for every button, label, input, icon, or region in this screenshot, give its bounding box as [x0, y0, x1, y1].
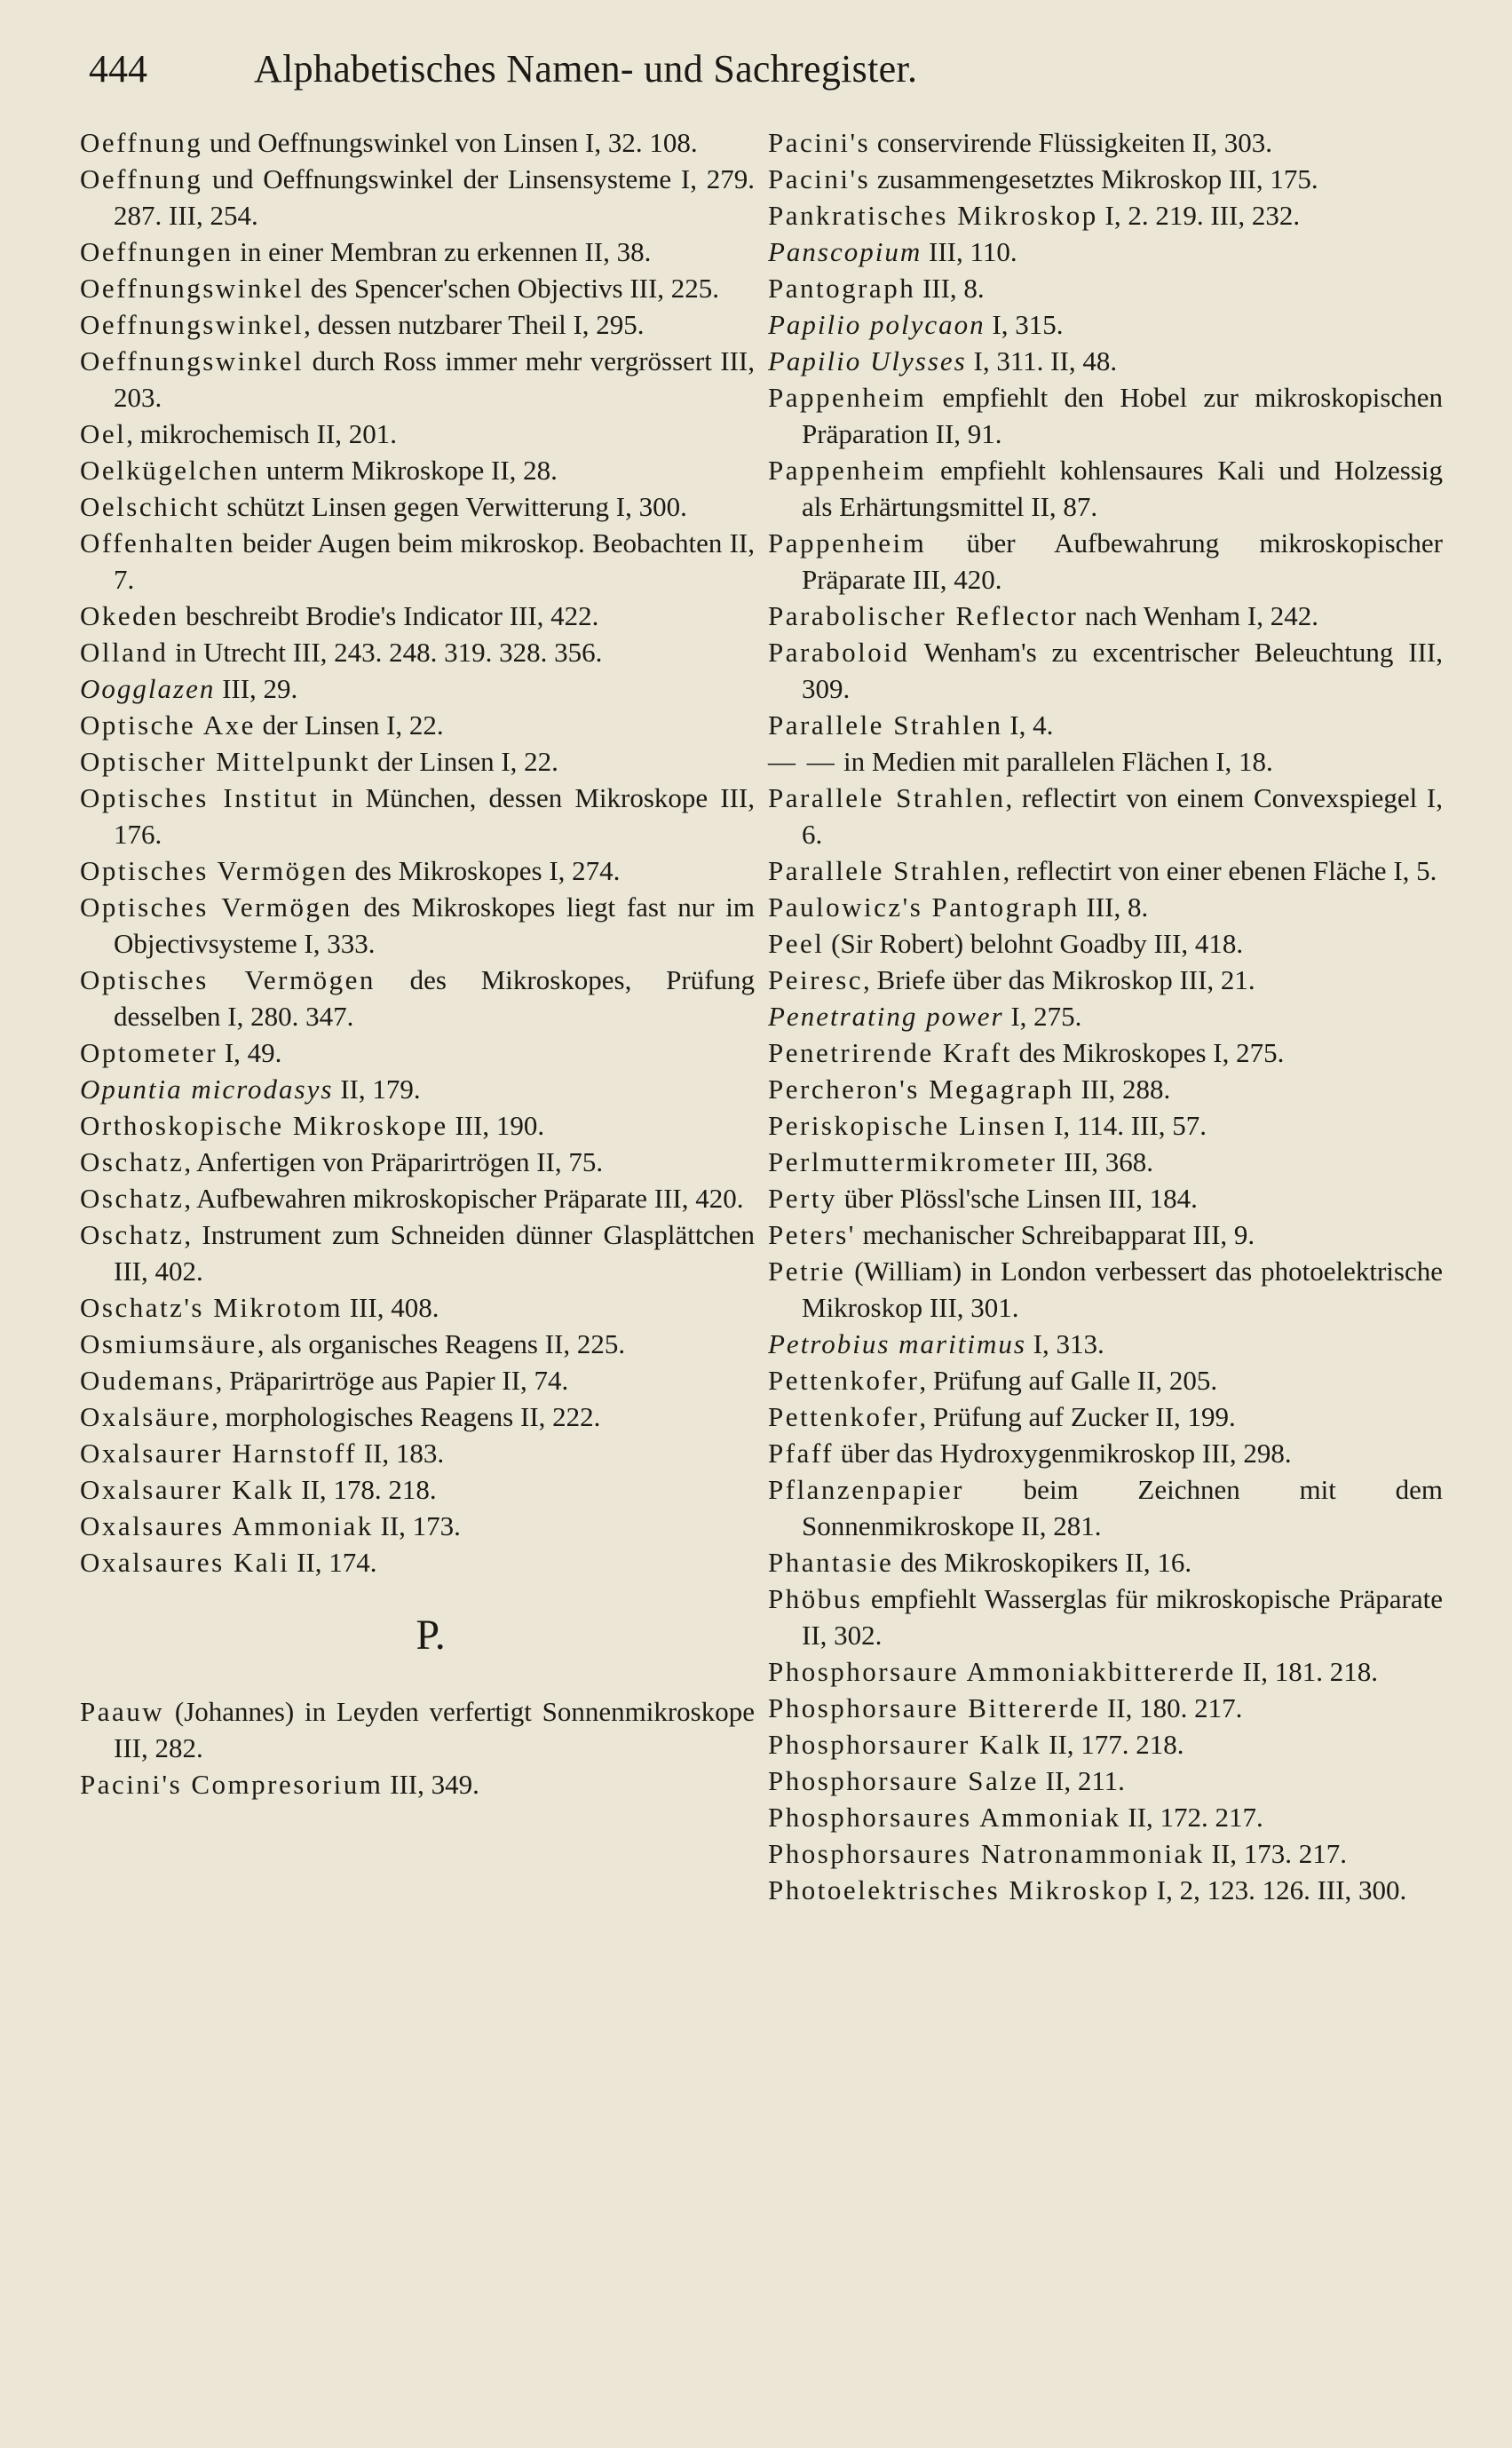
index-entry: [80, 1435, 755, 1471]
index-entry-references: II, 211.: [1038, 1765, 1125, 1796]
index-entry: [768, 743, 1443, 780]
index-entry-heading: Penetrirende Kraft: [768, 1037, 1012, 1068]
index-entry-heading: Parallele Strahlen: [768, 855, 1003, 886]
index-entry: [768, 270, 1443, 306]
index-entry-references: , Prüfung auf Zucker II, 199.: [919, 1401, 1236, 1432]
index-entry-references: und Oeffnungswinkel der Linsensysteme I, 279. 287. III, 254.: [114, 163, 755, 231]
index-entry-heading: Oelkügelchen: [80, 455, 260, 486]
index-entry-heading: Paauw: [80, 1696, 165, 1727]
index-entry-references: I, 313.: [1025, 1328, 1104, 1359]
index-entry: [768, 1471, 1443, 1544]
index-entry-references: III, 8.: [1079, 891, 1149, 923]
index-entry-references: I, 275.: [1003, 1001, 1082, 1032]
index-entry-heading: Phosphorsaures Ammoniak: [768, 1802, 1121, 1833]
index-entry-heading: Parabolischer Reflector: [768, 600, 1079, 631]
page-number: 444: [89, 47, 147, 91]
index-entry: [768, 1763, 1443, 1799]
index-entry-heading: Pfaff: [768, 1438, 834, 1469]
right-column: [768, 124, 1443, 1908]
index-entry-heading: Photoelektrisches Mikroskop: [768, 1874, 1150, 1905]
index-entry-heading: Oschatz's Mikrotom: [80, 1292, 343, 1323]
index-entry-references: des Mikroskopes, Prüfung desselben I, 280. 347.: [114, 964, 755, 1032]
index-entry-heading: Peters': [768, 1219, 856, 1250]
index-entry-references: in Medien mit parallelen Flächen I, 18.: [836, 746, 1273, 777]
index-entry-heading: Oxalsaurer Kalk: [80, 1474, 295, 1505]
index-entry-heading: Oschatz: [80, 1219, 185, 1250]
index-entry-references: , als organisches Reagens II, 225.: [257, 1328, 626, 1359]
index-entry-references: beschreibt Brodie's Indicator III, 422.: [178, 600, 599, 631]
index-entry-references: des Mikroskopes I, 274.: [347, 855, 621, 886]
index-entry-heading: Oudemans: [80, 1365, 216, 1396]
index-entry-references: I, 2. 219. III, 232.: [1097, 200, 1301, 231]
index-entry: [768, 1362, 1443, 1398]
index-entry-heading: Orthoskopische Mikroskope: [80, 1110, 448, 1141]
index-entry-heading: Optisches Vermögen: [80, 855, 348, 886]
index-entry-heading: Phosphorsaure Salze: [768, 1765, 1039, 1796]
index-entry-references: der Linsen I, 22.: [255, 709, 444, 741]
index-entry: [80, 343, 755, 416]
index-entry-heading: Optisches Institut: [80, 782, 320, 813]
index-entry: [80, 1144, 755, 1180]
index-entry-references: I, 114. III, 57.: [1047, 1110, 1207, 1141]
index-entry: [768, 1435, 1443, 1471]
index-entry-heading: Peiresc: [768, 964, 864, 995]
index-entry-references: Wenham's zu excentrischer Beleuchtung III, 309.: [802, 637, 1443, 704]
index-entry-references: III, 408.: [342, 1292, 439, 1323]
index-entry: [768, 1726, 1443, 1763]
index-entry: [768, 962, 1443, 998]
index-entry-heading: Optische Axe: [80, 709, 256, 741]
index-entry: [768, 525, 1443, 598]
index-entry: [768, 1034, 1443, 1071]
index-entry: [80, 488, 755, 525]
index-entry-references: über Plössl'sche Linsen III, 184.: [836, 1183, 1198, 1214]
index-entry-references: schützt Linsen gegen Verwitterung I, 300.: [219, 491, 687, 522]
index-entry: [768, 998, 1443, 1034]
index-entry: [768, 1071, 1443, 1107]
index-entry-references: conservirende Flüssigkeiten II, 303.: [870, 127, 1272, 158]
index-entry-references: des Mikroskopes I, 275.: [1011, 1037, 1285, 1068]
index-entry: [80, 452, 755, 488]
index-entry: [80, 1693, 755, 1766]
index-entry: [80, 852, 755, 889]
index-entry-heading: Parallele Strahlen: [768, 709, 1003, 741]
index-entry-heading: Pettenkofer: [768, 1401, 920, 1432]
index-entry: [768, 306, 1443, 343]
index-entry-heading: Panscopium: [768, 236, 922, 267]
index-entry: [80, 1071, 755, 1107]
index-entry-references: II, 177. 218.: [1041, 1729, 1184, 1760]
index-entry-heading: Pacini's: [768, 163, 871, 194]
index-entry: [768, 1581, 1443, 1653]
index-entry-references: nach Wenham I, 242.: [1078, 600, 1318, 631]
index-entry-references: durch Ross immer mehr vergrössert III, 203.: [114, 345, 755, 413]
index-entry-heading: Phosphorsaures Natronammoniak: [768, 1838, 1205, 1869]
index-entry-references: III, 29.: [215, 673, 298, 704]
index-entry: [768, 925, 1443, 962]
index-entry: [80, 1766, 755, 1802]
index-entry-heading: Oelschicht: [80, 491, 220, 522]
index-entry-references: beider Augen beim mikroskop. Beobachten II, 7.: [114, 527, 755, 595]
index-entry-references: zusammengesetztes Mikroskop III, 175.: [870, 163, 1318, 194]
index-entry: [768, 1872, 1443, 1908]
left-column: [80, 124, 755, 1802]
index-entry-heading: Phantasie: [768, 1547, 894, 1578]
index-entry: [768, 1799, 1443, 1835]
index-entry-references: I, 4.: [1002, 709, 1054, 741]
index-entry: [80, 1544, 755, 1581]
index-entry: [80, 525, 755, 598]
index-entry-heading: Pettenkofer: [768, 1365, 920, 1396]
index-entry: [80, 270, 755, 306]
index-entry: [80, 670, 755, 707]
index-entry-heading: Oschatz: [80, 1146, 185, 1177]
index-entry: [80, 707, 755, 743]
index-entry-references: , Anfertigen von Präparirtrögen II, 75.: [184, 1146, 604, 1177]
index-entry-heading: Phosphorsaurer Kalk: [768, 1729, 1042, 1760]
index-entry: [80, 889, 755, 962]
index-list-p-continued: [768, 124, 1443, 1908]
index-entry-references: , Briefe über das Mikroskop III, 21.: [863, 964, 1255, 995]
index-entry-references: I, 2, 123. 126. III, 300.: [1150, 1874, 1407, 1905]
index-entry-heading: Oxalsäure: [80, 1401, 212, 1432]
index-entry: [80, 1508, 755, 1544]
index-entry: [768, 234, 1443, 270]
index-entry-heading: Parallele Strahlen: [768, 782, 1006, 813]
index-entry-heading: Pflanzenpapier: [768, 1474, 964, 1505]
index-entry-references: III, 8.: [915, 273, 985, 304]
index-entry: [768, 1835, 1443, 1872]
index-entry-references: I, 315.: [985, 309, 1064, 340]
index-entry: [80, 416, 755, 452]
index-entry-references: über Aufbewahrung mikroskopischer Präparate III, 420.: [802, 527, 1443, 595]
index-entry-references: empfiehlt kohlensaures Kali und Holzessig als Erhärtungsmittel II, 87.: [802, 455, 1443, 522]
index-entry: [80, 1398, 755, 1435]
index-entry-heading: Oeffnungswinkel: [80, 273, 305, 304]
index-entry-heading: Optisches Vermögen: [80, 891, 352, 923]
index-entry: [768, 889, 1443, 925]
index-entry-references: und Oeffnungswinkel von Linsen I, 32. 108.: [202, 127, 698, 158]
index-entry-heading: Oschatz: [80, 1183, 185, 1214]
index-entry-heading: Oeffnung: [80, 163, 203, 194]
index-entry-references: I, 49.: [218, 1037, 282, 1068]
page-header: [89, 46, 1181, 99]
index-entry: [768, 1653, 1443, 1690]
index-entry-heading: Oeffnungswinkel: [80, 345, 305, 376]
index-entry-heading: Okeden: [80, 600, 179, 631]
index-entry-references: III, 190.: [447, 1110, 545, 1141]
index-entry-references: (William) in London verbessert das photoelektrische Mikroskop III, 301.: [802, 1256, 1443, 1323]
index-entry: [768, 161, 1443, 197]
index-entry-heading: Papilio Ulysses: [768, 345, 967, 376]
index-entry-references: II, 181. 218.: [1235, 1656, 1378, 1687]
index-entry-references: , Prüfung auf Galle II, 205.: [919, 1365, 1218, 1396]
index-entry: [80, 743, 755, 780]
index-entry-heading: Osmiumsäure: [80, 1328, 257, 1359]
index-entry: [768, 452, 1443, 525]
index-entry-references: II, 173.: [373, 1510, 461, 1541]
index-entry-heading: Pappenheim: [768, 382, 927, 413]
index-entry-references: mechanischer Schreibapparat III, 9.: [855, 1219, 1255, 1250]
index-entry-heading: Paulowicz's Pantograph: [768, 891, 1080, 923]
index-entry-references: , reflectirt von einem Convexspiegel I, 6.: [802, 782, 1444, 850]
index-entry-heading: Pacini's Compresorium: [80, 1769, 384, 1800]
index-entry-heading: Phöbus: [768, 1583, 863, 1614]
index-entry: [768, 1544, 1443, 1581]
index-entry: [768, 1144, 1443, 1180]
index-entry-heading: Oeffnungen: [80, 236, 234, 267]
index-entry-heading: Percheron's Megagraph: [768, 1073, 1074, 1105]
index-entry-references: in Utrecht III, 243. 248. 319. 328. 356.: [168, 637, 603, 668]
index-entry: [80, 1216, 755, 1289]
index-entry-heading: Offenhalten: [80, 527, 235, 559]
index-entry: [768, 1216, 1443, 1253]
index-entry-references: , reflectirt von einer ebenen Fläche I, 5.: [1002, 855, 1437, 886]
index-entry-heading: Oxalsaures Ammoniak: [80, 1510, 374, 1541]
index-entry: [768, 1690, 1443, 1726]
index-entry-heading: Oxalsaures Kali: [80, 1547, 290, 1578]
index-entry-heading: Oxalsaurer Harnstoff: [80, 1438, 357, 1469]
index-entry-references: des Spencer'schen Objectivs III, 225.: [304, 273, 720, 304]
index-entry-heading: Optischer Mittelpunkt: [80, 746, 371, 777]
index-entry-heading: Papilio polycaon: [768, 309, 986, 340]
index-entry-references: , mikrochemisch II, 201.: [126, 418, 398, 449]
index-entry: [768, 1398, 1443, 1435]
index-entry-references: (Sir Robert) belohnt Goadby III, 418.: [824, 928, 1244, 959]
index-entry-heading: Perty: [768, 1183, 837, 1214]
index-entry-references: , morphologisches Reagens II, 222.: [211, 1401, 601, 1432]
index-entry-references: des Mikroskopes liegt fast nur im Objectivsysteme I, 333.: [114, 891, 755, 959]
index-entry-references: , dessen nutzbarer Theil I, 295.: [304, 309, 645, 340]
index-entry-references: II, 178. 218.: [294, 1474, 437, 1505]
index-entry-references: III, 349.: [383, 1769, 479, 1800]
index-entry-heading: Olland: [80, 637, 169, 668]
index-entry: [768, 124, 1443, 161]
running-title: Alphabetisches Namen- und Sachregister.: [254, 47, 918, 91]
index-entry-heading: Optisches Vermögen: [80, 964, 376, 995]
index-entry-heading: Pantograph: [768, 273, 916, 304]
index-entry-references: unterm Mikroskope II, 28.: [259, 455, 558, 486]
index-entry: [80, 1180, 755, 1216]
index-entry-heading: Petrie: [768, 1256, 846, 1287]
index-entry-references: , Instrument zum Schneiden dünner Glasplättchen III, 402.: [114, 1219, 755, 1287]
index-entry: [80, 234, 755, 270]
index-entry-references: empfiehlt den Hobel zur mikroskopischen Präparation II, 91.: [802, 382, 1443, 449]
index-entry-heading: Pappenheim: [768, 527, 927, 559]
index-entry: [80, 962, 755, 1034]
index-entry: [80, 306, 755, 343]
index-entry-references: , Aufbewahren mikroskopischer Präparate III, 420.: [184, 1183, 744, 1214]
index-entry-heading: Paraboloid: [768, 637, 910, 668]
index-entry-heading: Pacini's: [768, 127, 871, 158]
index-entry: [768, 197, 1443, 234]
index-entry: [80, 1326, 755, 1362]
index-entry-references: II, 174.: [289, 1547, 377, 1578]
index-entry-references: II, 173. 217.: [1204, 1838, 1347, 1869]
index-entry-heading: Oeffnungswinkel: [80, 309, 305, 340]
index-entry: [80, 1471, 755, 1508]
index-entry-heading: Oel: [80, 418, 127, 449]
index-list-p: [80, 1693, 755, 1802]
index-entry: [768, 343, 1443, 379]
index-entry-references: III, 110.: [922, 236, 1017, 267]
index-entry-references: III, 288.: [1073, 1073, 1171, 1105]
index-entry-references: II, 183.: [356, 1438, 445, 1469]
index-entry: [80, 1034, 755, 1071]
index-entry-heading: Pappenheim: [768, 455, 927, 486]
index-entry-references: beim Zeichnen mit dem Sonnenmikroskope II, 281.: [802, 1474, 1443, 1541]
index-entry-heading: Perlmuttermikrometer: [768, 1146, 1057, 1177]
index-entry: [768, 598, 1443, 634]
index-entry: [768, 780, 1443, 852]
index-entry: [768, 852, 1443, 889]
index-entry: [768, 707, 1443, 743]
index-entry: [768, 1180, 1443, 1216]
index-entry: [768, 1107, 1443, 1144]
index-entry: [768, 634, 1443, 707]
index-entry: [80, 780, 755, 852]
index-entry-references: II, 179.: [333, 1073, 421, 1105]
index-entry-references: des Mikroskopikers II, 16.: [893, 1547, 1192, 1578]
index-entry-heading: Oogglazen: [80, 673, 216, 704]
index-entry-references: der Linsen I, 22.: [370, 746, 558, 777]
index-entry-heading: Oeffnung: [80, 127, 203, 158]
index-entry-heading: Periskopische Linsen: [768, 1110, 1048, 1141]
index-entry: [80, 161, 755, 234]
index-entry-heading: Pankratisches Mikroskop: [768, 200, 1098, 231]
index-entry-references: , Präparirtröge aus Papier II, 74.: [215, 1365, 569, 1396]
section-letter: P.: [416, 1612, 446, 1659]
index-entry-heading: Opuntia microdasys: [80, 1073, 334, 1105]
index-entry: [80, 1289, 755, 1326]
index-list-o: [80, 124, 755, 1581]
index-entry-references: I, 311. II, 48.: [966, 345, 1118, 376]
index-entry-heading: Phosphorsaure Bittererde: [768, 1692, 1101, 1723]
index-entry-references: II, 172. 217.: [1120, 1802, 1263, 1833]
index-entry-references: III, 368.: [1057, 1146, 1153, 1177]
index-entry: [768, 379, 1443, 452]
index-entry-heading: Petrobius maritimus: [768, 1328, 1026, 1359]
index-entry: [768, 1326, 1443, 1362]
index-entry-heading: Peel: [768, 928, 825, 959]
index-entry-references: empfiehlt Wasserglas für mikroskopische Präparate II, 302.: [802, 1583, 1443, 1651]
index-entry-references: II, 180. 217.: [1100, 1692, 1243, 1723]
index-entry: [80, 598, 755, 634]
index-entry-heading: Phosphorsaure Ammoniakbittererde: [768, 1656, 1236, 1687]
index-entry-heading: Penetrating power: [768, 1001, 1004, 1032]
index-entry: [80, 634, 755, 670]
index-entry-heading: — —: [768, 746, 837, 777]
index-entry: [80, 1107, 755, 1144]
index-entry-references: in München, dessen Mikroskope III, 176.: [114, 782, 755, 850]
index-entry-references: in einer Membran zu erkennen II, 38.: [233, 236, 652, 267]
index-entry: [768, 1253, 1443, 1326]
index-entry: [80, 124, 755, 161]
index-entry-references: über das Hydroxygenmikroskop III, 298.: [833, 1438, 1292, 1469]
index-entry-references: (Johannes) in Leyden verfertigt Sonnenmikroskope III, 282.: [114, 1696, 755, 1763]
index-entry-heading: Optometer: [80, 1037, 218, 1068]
index-entry: [80, 1362, 755, 1398]
